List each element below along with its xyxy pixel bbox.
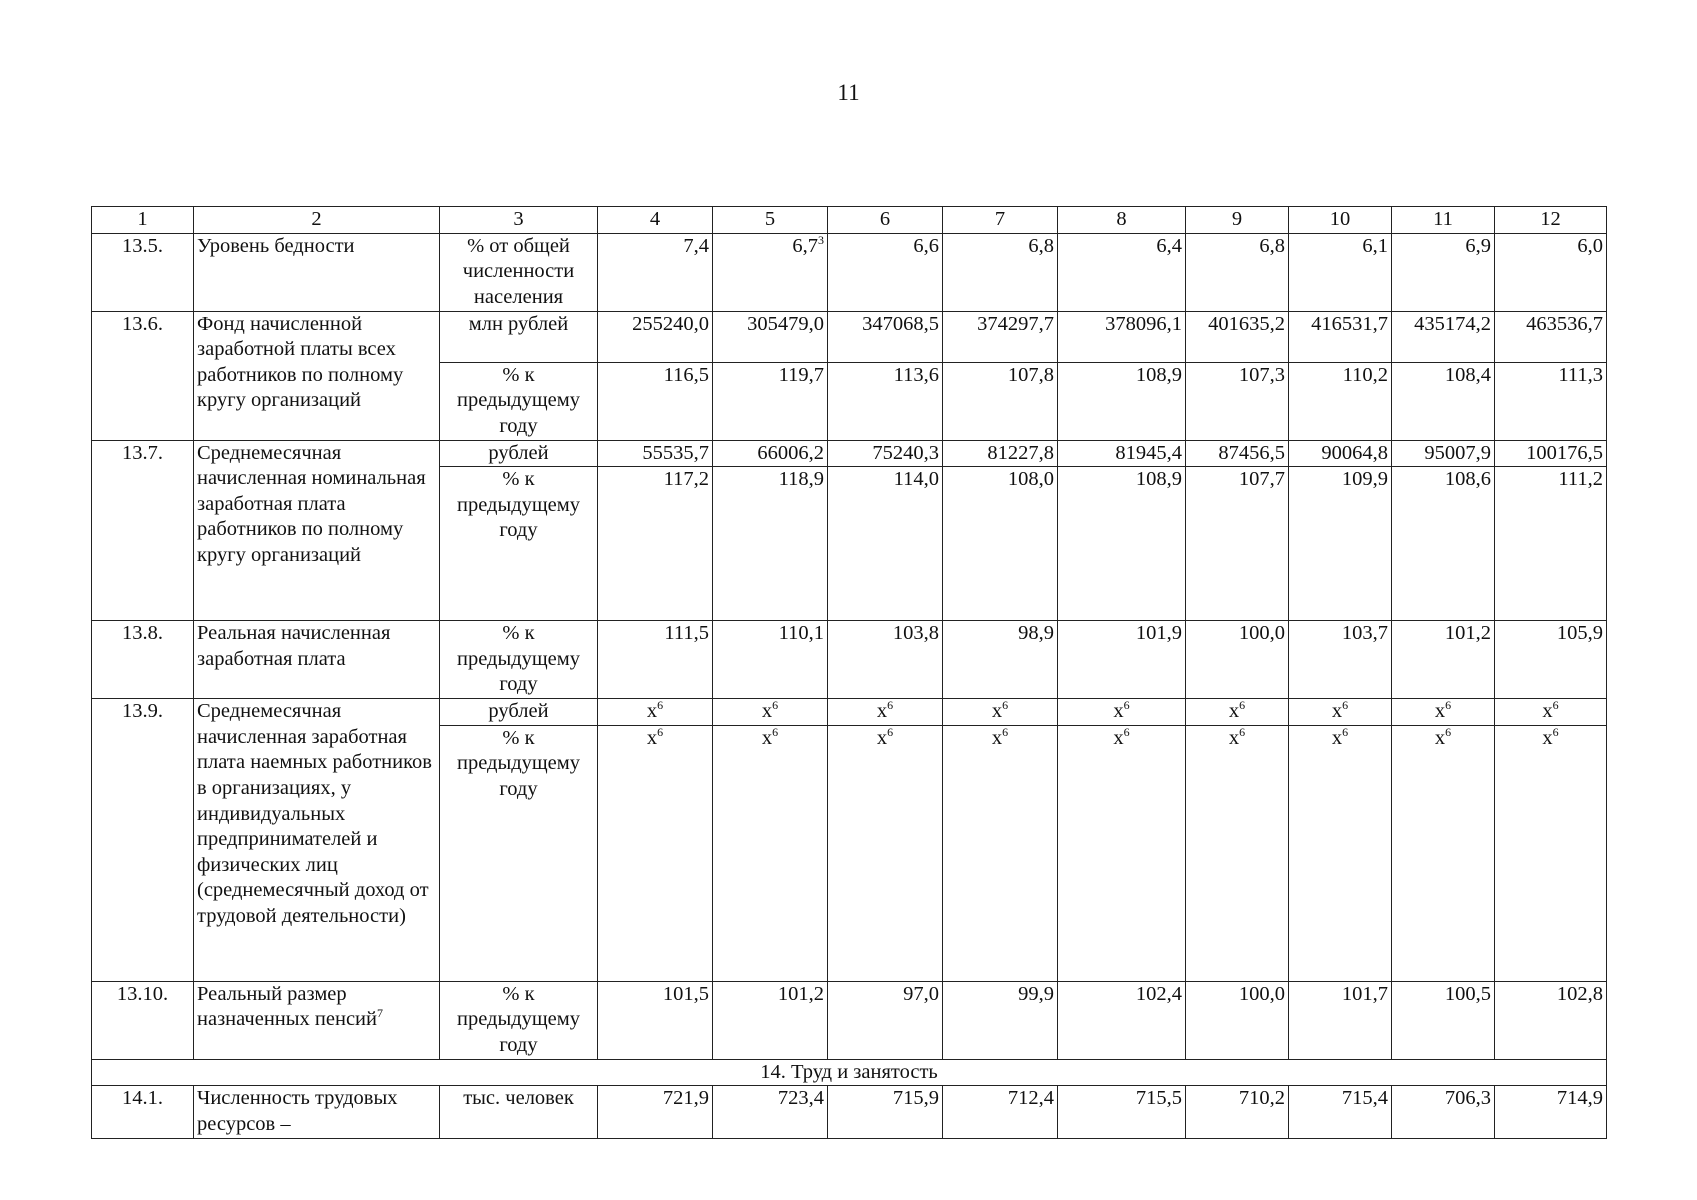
value-cell: 101,2 [713, 981, 828, 1059]
value-cell: 118,9 [713, 467, 828, 621]
value-cell: 109,9 [1289, 467, 1392, 621]
value-cell: 715,5 [1058, 1086, 1186, 1138]
footnote-mark: 6 [887, 698, 894, 713]
value-cell: 416531,7 [1289, 311, 1392, 362]
row-code: 13.6. [92, 311, 194, 440]
section-heading: 14. Труд и занятость [92, 1059, 1607, 1086]
value-cell: 6,8 [1186, 233, 1289, 311]
value-cell: 6,1 [1289, 233, 1392, 311]
footnote-mark: 6 [772, 698, 779, 713]
value-cell [943, 725, 1058, 981]
value-cell: 99,9 [943, 981, 1058, 1059]
value-cell: 101,9 [1058, 621, 1186, 699]
footnote-mark: 6 [772, 724, 779, 739]
value-cell: 95007,9 [1392, 440, 1495, 467]
footnote-mark: 6 [1342, 724, 1349, 739]
value-text: x [1434, 700, 1446, 723]
value-text: x [646, 700, 658, 723]
value-cell: 101,5 [598, 981, 713, 1059]
value-cell: 255240,0 [598, 311, 713, 362]
value-cell: 6,8 [943, 233, 1058, 311]
value-text: x [1542, 726, 1553, 749]
footnote-mark: 6 [1239, 724, 1246, 739]
header-cell: 3 [440, 207, 598, 234]
value-cell: 7,4 [598, 233, 713, 311]
table-row [92, 981, 1607, 1059]
footnote-mark: 6 [1002, 724, 1009, 739]
footnote-mark: 6 [887, 724, 894, 739]
value-text: x [1228, 726, 1240, 749]
value-cell: 90064,8 [1289, 440, 1392, 467]
value-cell: 710,2 [1186, 1086, 1289, 1138]
footnote-mark: 6 [1552, 698, 1559, 713]
row-unit: % от общей численности населения [440, 233, 598, 311]
header-cell: 11 [1392, 207, 1495, 234]
value-cell: 119,7 [713, 362, 828, 440]
column-number-row [92, 207, 1607, 234]
value-text: 6,7 [792, 234, 818, 257]
row-unit: % к предыдущему году [440, 621, 598, 699]
value-cell: 81945,4 [1058, 440, 1186, 467]
row-indicator: Численность трудовых ресурсов – [194, 1086, 440, 1138]
value-cell: 100,0 [1186, 621, 1289, 699]
value-cell: 6,6 [828, 233, 943, 311]
footnote-mark: 7 [377, 1006, 383, 1021]
value-cell: 715,9 [828, 1086, 943, 1138]
row-unit: тыс. человек [440, 1086, 598, 1138]
value-cell: 108,6 [1392, 467, 1495, 621]
row-code: 13.9. [92, 699, 194, 982]
value-cell: 103,7 [1289, 621, 1392, 699]
value-cell: 6,4 [1058, 233, 1186, 311]
value-cell: 111,5 [598, 621, 713, 699]
row-unit: % к предыдущему году [440, 362, 598, 440]
value-text: x [761, 726, 773, 749]
value-cell: 87456,5 [1186, 440, 1289, 467]
page-number: 11 [837, 80, 860, 105]
header-cell: 12 [1495, 207, 1607, 234]
value-cell [1186, 699, 1289, 726]
header-cell: 7 [943, 207, 1058, 234]
header-cell: 10 [1289, 207, 1392, 234]
value-cell: 305479,0 [713, 311, 828, 362]
value-cell: 715,4 [1289, 1086, 1392, 1138]
value-text: x [991, 726, 1003, 749]
footnote-mark: 6 [1342, 698, 1349, 713]
value-cell: 114,0 [828, 467, 943, 621]
row-indicator: Уровень бедности [194, 233, 440, 311]
value-cell [598, 725, 713, 981]
footnote-mark: 6 [1445, 698, 1452, 713]
table-row [92, 1086, 1607, 1138]
indicator-text: Реальный размер назначенных пенсий [197, 982, 377, 1031]
value-cell: 81227,8 [943, 440, 1058, 467]
table-row [92, 233, 1607, 311]
value-cell: 111,3 [1495, 362, 1607, 440]
value-cell: 66006,2 [713, 440, 828, 467]
value-cell: 100176,5 [1495, 440, 1607, 467]
indicators-table [91, 206, 1607, 1139]
value-text: x [876, 726, 888, 749]
header-cell: 9 [1186, 207, 1289, 234]
value-text: x [1542, 700, 1553, 723]
value-cell [1495, 699, 1607, 726]
header-cell: 8 [1058, 207, 1186, 234]
value-cell: 108,0 [943, 467, 1058, 621]
section-heading-row [92, 1059, 1607, 1086]
footnote-mark: 6 [1445, 724, 1452, 739]
value-cell: 102,4 [1058, 981, 1186, 1059]
row-unit: рублей [440, 699, 598, 726]
footnote-mark: 6 [1552, 724, 1559, 739]
value-cell: 107,8 [943, 362, 1058, 440]
value-cell: 110,1 [713, 621, 828, 699]
table-row [92, 621, 1607, 699]
value-cell: 712,4 [943, 1086, 1058, 1138]
value-cell: 108,4 [1392, 362, 1495, 440]
row-unit: % к предыдущему году [440, 981, 598, 1059]
value-text: x [991, 700, 1003, 723]
value-cell: 100,0 [1186, 981, 1289, 1059]
value-text: x [761, 700, 773, 723]
value-cell [1392, 699, 1495, 726]
row-indicator: Реальная начисленная заработная плата [194, 621, 440, 699]
value-cell: 435174,2 [1392, 311, 1495, 362]
value-cell: 706,3 [1392, 1086, 1495, 1138]
table-row [92, 311, 1607, 362]
value-cell: 113,6 [828, 362, 943, 440]
row-unit: рублей [440, 440, 598, 467]
row-unit: млн рублей [440, 311, 598, 362]
value-text: x [646, 726, 658, 749]
footnote-mark: 6 [1239, 698, 1246, 713]
value-text: x [1331, 700, 1343, 723]
footnote-mark: 3 [818, 232, 824, 247]
header-cell: 6 [828, 207, 943, 234]
value-cell: 111,2 [1495, 467, 1607, 621]
value-cell: 108,9 [1058, 362, 1186, 440]
value-cell: 110,2 [1289, 362, 1392, 440]
value-cell: 723,4 [713, 1086, 828, 1138]
value-cell [713, 725, 828, 981]
header-cell: 5 [713, 207, 828, 234]
value-cell: 102,8 [1495, 981, 1607, 1059]
value-cell: 401635,2 [1186, 311, 1289, 362]
value-cell [1289, 699, 1392, 726]
footnote-mark: 6 [1002, 698, 1009, 713]
header-cell: 4 [598, 207, 713, 234]
row-indicator [194, 981, 440, 1059]
row-code: 13.8. [92, 621, 194, 699]
value-cell [713, 233, 828, 311]
row-unit: % к предыдущему году [440, 467, 598, 621]
value-cell [1058, 725, 1186, 981]
value-cell [1186, 725, 1289, 981]
value-text: x [876, 700, 888, 723]
value-text: x [1228, 700, 1240, 723]
value-cell [1495, 725, 1607, 981]
value-text: x [1113, 700, 1124, 723]
value-cell: 721,9 [598, 1086, 713, 1138]
footnote-mark: 6 [657, 698, 664, 713]
row-code: 13.7. [92, 440, 194, 621]
value-cell: 378096,1 [1058, 311, 1186, 362]
value-cell: 55535,7 [598, 440, 713, 467]
value-cell [828, 699, 943, 726]
value-cell: 97,0 [828, 981, 943, 1059]
value-text: x [1434, 726, 1446, 749]
value-cell: 105,9 [1495, 621, 1607, 699]
value-cell: 117,2 [598, 467, 713, 621]
value-cell: 374297,7 [943, 311, 1058, 362]
row-code: 13.5. [92, 233, 194, 311]
value-cell: 347068,5 [828, 311, 943, 362]
row-unit: % к предыдущему году [440, 725, 598, 981]
value-cell: 714,9 [1495, 1086, 1607, 1138]
value-cell [828, 725, 943, 981]
value-cell: 463536,7 [1495, 311, 1607, 362]
value-cell [598, 699, 713, 726]
value-text: x [1331, 726, 1343, 749]
value-cell: 6,0 [1495, 233, 1607, 311]
value-cell: 108,9 [1058, 467, 1186, 621]
table-row [92, 440, 1607, 467]
header-cell: 2 [194, 207, 440, 234]
row-code: 14.1. [92, 1086, 194, 1138]
value-cell [1289, 725, 1392, 981]
row-indicator: Среднемесячная начисленная заработная плата наемных работников в организациях, у индивидуальных предпринимателей и физических лиц (среднемесячный доход от трудовой деятельности) [194, 699, 440, 982]
value-cell: 116,5 [598, 362, 713, 440]
value-cell: 101,7 [1289, 981, 1392, 1059]
footnote-mark: 6 [657, 724, 664, 739]
value-cell: 75240,3 [828, 440, 943, 467]
value-cell: 98,9 [943, 621, 1058, 699]
value-cell [943, 699, 1058, 726]
value-cell [1058, 699, 1186, 726]
header-cell: 1 [92, 207, 194, 234]
value-text: x [1113, 726, 1124, 749]
value-cell: 100,5 [1392, 981, 1495, 1059]
row-code: 13.10. [92, 981, 194, 1059]
value-cell: 107,3 [1186, 362, 1289, 440]
table-row [92, 699, 1607, 726]
row-indicator: Фонд начисленной заработной платы всех работников по полному кругу организаций [194, 311, 440, 440]
value-cell [1392, 725, 1495, 981]
value-cell: 103,8 [828, 621, 943, 699]
footnote-mark: 6 [1123, 724, 1130, 739]
footnote-mark: 6 [1123, 698, 1130, 713]
value-cell [713, 699, 828, 726]
value-cell: 6,9 [1392, 233, 1495, 311]
value-cell: 101,2 [1392, 621, 1495, 699]
value-cell: 107,7 [1186, 467, 1289, 621]
row-indicator: Среднемесячная начисленная номинальная заработная плата работников по полному кругу организаций [194, 440, 440, 621]
